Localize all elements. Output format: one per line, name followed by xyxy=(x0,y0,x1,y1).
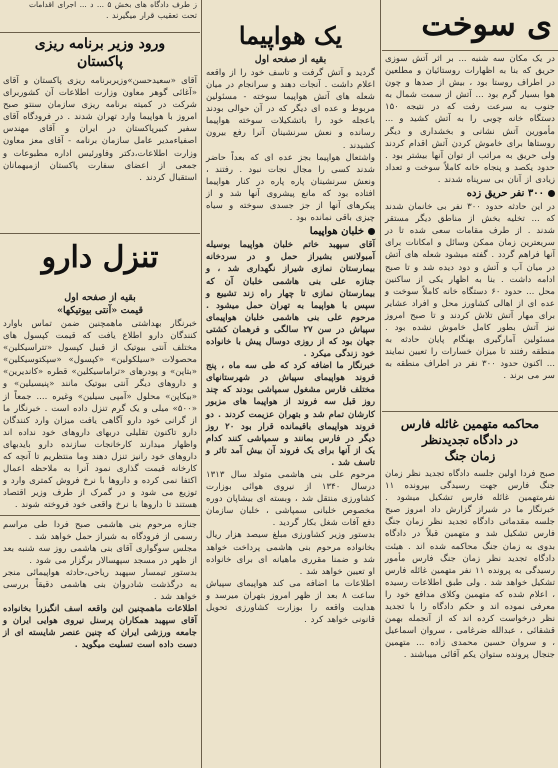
drug-headline-box xyxy=(0,238,200,290)
left-top-clip xyxy=(0,0,200,33)
left-top-small-1: ز طرف دادگاه های بخش ۵ ... د ... اجرای اقدامات xyxy=(28,0,197,9)
pilot-bullet-label: خلبان هواپیما xyxy=(309,226,364,238)
drug-price-article xyxy=(0,234,200,652)
plane-headline: یک هواپیما xyxy=(238,21,343,50)
trial-article xyxy=(382,412,558,662)
trial-headline-3: زمان جنگ xyxy=(444,449,496,463)
condolence-paragraph: اطلاعات ماهمچنین این واقعه اسف انگیزرا بخانواده آقای سپهبد همکاران پرسنل نیروی هوایی ایران و جامعه ورزشی ایران که چنین عنصر شایسته ای از دست داده است تسلیت میگوید . xyxy=(3,604,197,651)
trial-headline-1: محاکمه متهمین غائله فارس xyxy=(400,417,540,431)
column-rule-left xyxy=(201,0,202,768)
trial-headline-2: در دادگاه تجدیدنظر xyxy=(422,433,518,447)
plane-article xyxy=(203,20,378,626)
fire-headline-box xyxy=(382,0,558,51)
plane-body-1: گردید و آتش گرفت و تاسف خود را از واقعه اعلام داشت . آنجات دهند و سرانجام در میان شعله های آتش هواپیما سوخته - مسئولین مربوط و عده ای دیگر که در آن حوالی بودند باعجله خود را باتشکیلات سوخته هواپیما رسانده و نعش سرنشینان آنرا رفع بیرون کشیدند . xyxy=(206,68,375,151)
drug-divider xyxy=(0,515,200,516)
left-column xyxy=(0,0,200,768)
plane-body-2: واشتعال هواپیما بجز عده ای که بعداً حاضر شدند کسی را مجال نجات نبود . رفتند ، ونعش سرنشینان پاره پاره در کنار هواپیما افتاده بود که مانع پیشروی آنها شد و از پیکرهای آنها از جز جسدی سوخته و سیاه چیزی باقی نمانده بود . xyxy=(206,152,375,224)
fire-article xyxy=(382,51,558,412)
drug-subhead-2: قیمت «آنتی بیوتیکها» xyxy=(56,305,144,316)
trial-body: صبح فردا اولین جلسه دادگاه تجدید نظر زمان جنگ فارس جهت رسیدگی بپرونده ۱۱ نفرمتهمین غائله فارس تشکیل میشود . خبرنگار ما در شیراز گزارش داد امروز صبح جلسه مقدماتی دادگاه تجدید نظر زمان جنگ فارس تشکیل شد و متهمین قبلاً در دادگاه بدوی به زمان جنگ محاکمه شده اند . هیئت دادگاه تجدید نظر زمان جنگ فارس مأمور رسیدگی به پرونده ۱۱ نفر متهمین غائله فارس تشکیل خواهد شد . ولی طبق اطلاعات رسیده ، اعلام شده که متهمین وکلای مدافع خود را معرفی نموده اند و حکم دادگاه را با تجدید نظر درخواست کرده اند که از آنجمله بهمن قشقائی ، عبدالله ضرغامی ، سروان اسماعیل ، و سروان حسین محمدی زاده ... متهمین جنجال پرونده ستوان یکم آقائی میباشند . xyxy=(385,469,555,661)
drug-headline: تنزل دارو xyxy=(41,240,159,275)
fire-body-2: در این حادثه حدود ۳۰۰ نفر بی خانمان شدند که ... تخلیه بخش از مناطق دیگر مستقر شدند . از طرف مقامات سعی شده تا در سریعترین زمان ممکن وسائل و امکانات برای آنها فراهم گردد . گفته میشود شعله های آتش در میان آب و آتش و دود دیده شد و تا صبح ادامه داشت . بنا به اظهار یکی از ساکنین محل ... حدود ۶۰ دستگاه خانه کاملاً سوخت و عده ای از اهالی کشاورز محل و افراد عشایر برای مهار آتش تلاش کردند و تا صبح امروز نیز آتش بطور کامل خاموش نشده بود . مسئولین آمارگیری بهنگام پایان حادثه به منطقه رفتند تا میزان خسارات را تعیین نمایند ... اکنون حدود ۳۰۰ نفر در اطراف منطقه به سر می برند . xyxy=(385,202,555,382)
memorial-paragraph: مجلس سوگواری آقای بنی هاشمی روز سه شنبه بعد از ظهر در مسجد سپهسالار برگزار می شود . xyxy=(2,543,197,566)
middle-column xyxy=(203,0,378,768)
fire-victims-label: ۳۰۰ نفر حریق زده xyxy=(466,188,544,200)
plane-body-6: اطلاعات ما اضافه می کند هواپیمای سپیاش ساعت ۸ بعد از ظهر امروز بتهران میرسد و هدایت واقعه را بوزارت کشاورزی تحویل قانونی خواهد کرد . xyxy=(206,578,375,626)
pilot-body: آقای سپهبد خاتم خلبان هواپیما بوسیله آمبولانس بشیراز حمل و در سردخانه بیمارستان نمازی شیراز نگهداری شد ، و جنازه علی بنی هاشمی خلبان آن که بیمارستان نمازی تا چهار راه زند تشییع و سپس با هواپیما به تهران حمل میشود . مرحوم علی بنی هاشمی خلبان هواپیمای سپیاش در سن ۲۷ سالگی و فرهمان کشتی جهان بود که از روزی دوسال پیش با خانواده خود زندگی میکرد . xyxy=(206,240,375,360)
right-column xyxy=(382,0,558,768)
middle-top-clip xyxy=(203,0,378,20)
fire-headline: ی سوخت xyxy=(421,5,552,43)
pakistan-headline-2: پاکستان xyxy=(76,54,124,70)
pilot-bullet xyxy=(206,226,375,237)
left-top-line-1: تحت تعقیب قرار میگیرند . xyxy=(105,11,197,20)
pakistan-article xyxy=(0,33,200,234)
funeral-paragraph: جنازه مرحوم بنی هاشمی صبح فردا طی مراسم رسمی از فرودگاه به شیراز حمل خواهد شد . xyxy=(3,519,197,542)
plane-body-4: مرحوم علی بنی هاشمی متولد سال ۱۳۱۳ درسال ۱۳۴۰ از نیروی هوائی بوزارت کشاورزی منتقل شد ، وبسته ای بیشاپان دوره مخصوص خلبانی سمپاشی ، خلبان سازمان دفع آفات شغل بکار گردید . xyxy=(206,470,375,529)
investigation-paragraph: بدستور تیمسار سپهبد ریاحی،حادثه هواپیمائی منجر به درگذشت شادروان بنی هاشمی دقیقاً بررسی خواهد شد . xyxy=(3,567,197,603)
bullet-icon-2 xyxy=(548,190,555,197)
drug-body: خبرنگار بهداشتی ماهمچنین ضمن تماس باوارد کنندگان دارو اطلاع یافت که قیمت کپسول های مختلف آنتی بیوتیک از قبیل کپسول «تتراسیکلین» محصولات «سیلکولین» «کپسول» «سپکتوسیکلین» «بتاپن» و پودرهای «تراماسیکلین» قطره «کاندیرین» و داروهای دیگر آنتی بیوتیک مانند «پنیسیلین» و «بیکاپن» محلول «آمپی سیلین» وغیره .... جمعاً از «۵۰۰» میلی و یک گرم تنزل داده است . خبرنگار ما از گرانی خود دارو آگاهی یافت میزان وارد کنندگان دارو تاکنون تقلیلی دربهای داروهای خود نداده اند واظهار میدارند کارخانجات سازنده دارو بایدبهای داروهای خود رانیز تنزل دهند وما منتظریم تا آنچه که کارخانه قیمت گذاری نمود آنرا به ملاحظه اعمال اکتفا نمی کرده و داروها با نرخ فروش کمتری وارد و توزیع می شود و در گمرک از طرف وزیر اقتصاد هستند تا داروها با نرخ واقعی خود فروخته شوند . xyxy=(3,319,197,511)
plane-body-3: خبرنگار ما اضافه کرد که طی سه ماه ، پنج فروند هواپیمای سپیاش در شهرستانهای مختلف فارس مشغول سمپاشی بودند که چند روز قبل سه فروند از هواپیما های مزبور کارشان تمام شد و بتهران عزیمت کردند . دو فروند هواپیمای باقیمانده قرار بود ۲۰ روز دیگر در فارس بمانند و سمپاشی کنند کدام یک از آنها برای یک فروند آن بیش آمد تاثر و تاسف شد . xyxy=(206,361,375,468)
drug-subhead: بقیه از صفحه اول xyxy=(64,292,136,303)
fire-body: در یک مکان سه شنبه ... بر اثر آتش سوزی حریق که بنا به اظهارات روستائیان و مطلعین در اطراف روستا بود ، بیش از صدها و چون هوا بسیار گرم بود ... آتش از سمت شمال به جنوب به سرعت رفت که در نتیجه ۱۵۰ دستگاه خانه چوبی را به آتش کشید و ... مأمورین آتش نشانی و بخشداری و دیگر روستاها برای خاموش کردن آتش اقدام کردند ولی حریق به مراتب از توان آنها بیشتر بود . حدود یکصد و پنجاه خانه کاملاً سوخت و تعداد زیادی از آنان بی سرپناه شدند . xyxy=(385,54,555,185)
pakistan-headline-1: ورود وزیر برنامه ریزی xyxy=(34,36,166,52)
pakistan-body: آقای «سعیدحسن»وزیربرنامه ریزی پاکستان و آقای «آغائی گوهر معاون وزارت اطلاعات آن کشوربرای شرکت در کمیته برنامه ریزی سازمان سنتو صبح امروز با هواپیما وارد تهران شدند . در فرودگاه آقای سفیر کبیرپاکستان در ایران و آقای مهندس اصفیاءمدیر عامل سازمان برنامه - آقای معز معاون وزارت اطلاعات،دکتر وفاورئیس اداره مطبوعات و جمعی از اعضای سفارت پاکستان ازمیهمانان استقبال کردند . xyxy=(3,76,197,183)
column-rule-right xyxy=(380,0,381,768)
bullet-icon xyxy=(368,228,375,235)
plane-subhead: بقیه از صفحه اول xyxy=(254,54,327,65)
fire-victims-bullet xyxy=(385,188,555,199)
plane-body-5: بدستور وزیر کشاورزی مبلغ سیصد هزار ریال بخانواده مرحوم بنی هاشمی پرداخت خواهد شد و ضمنا مقرری ماهیانه ای برای خانواده او تعیین خواهد شد . xyxy=(206,530,375,577)
